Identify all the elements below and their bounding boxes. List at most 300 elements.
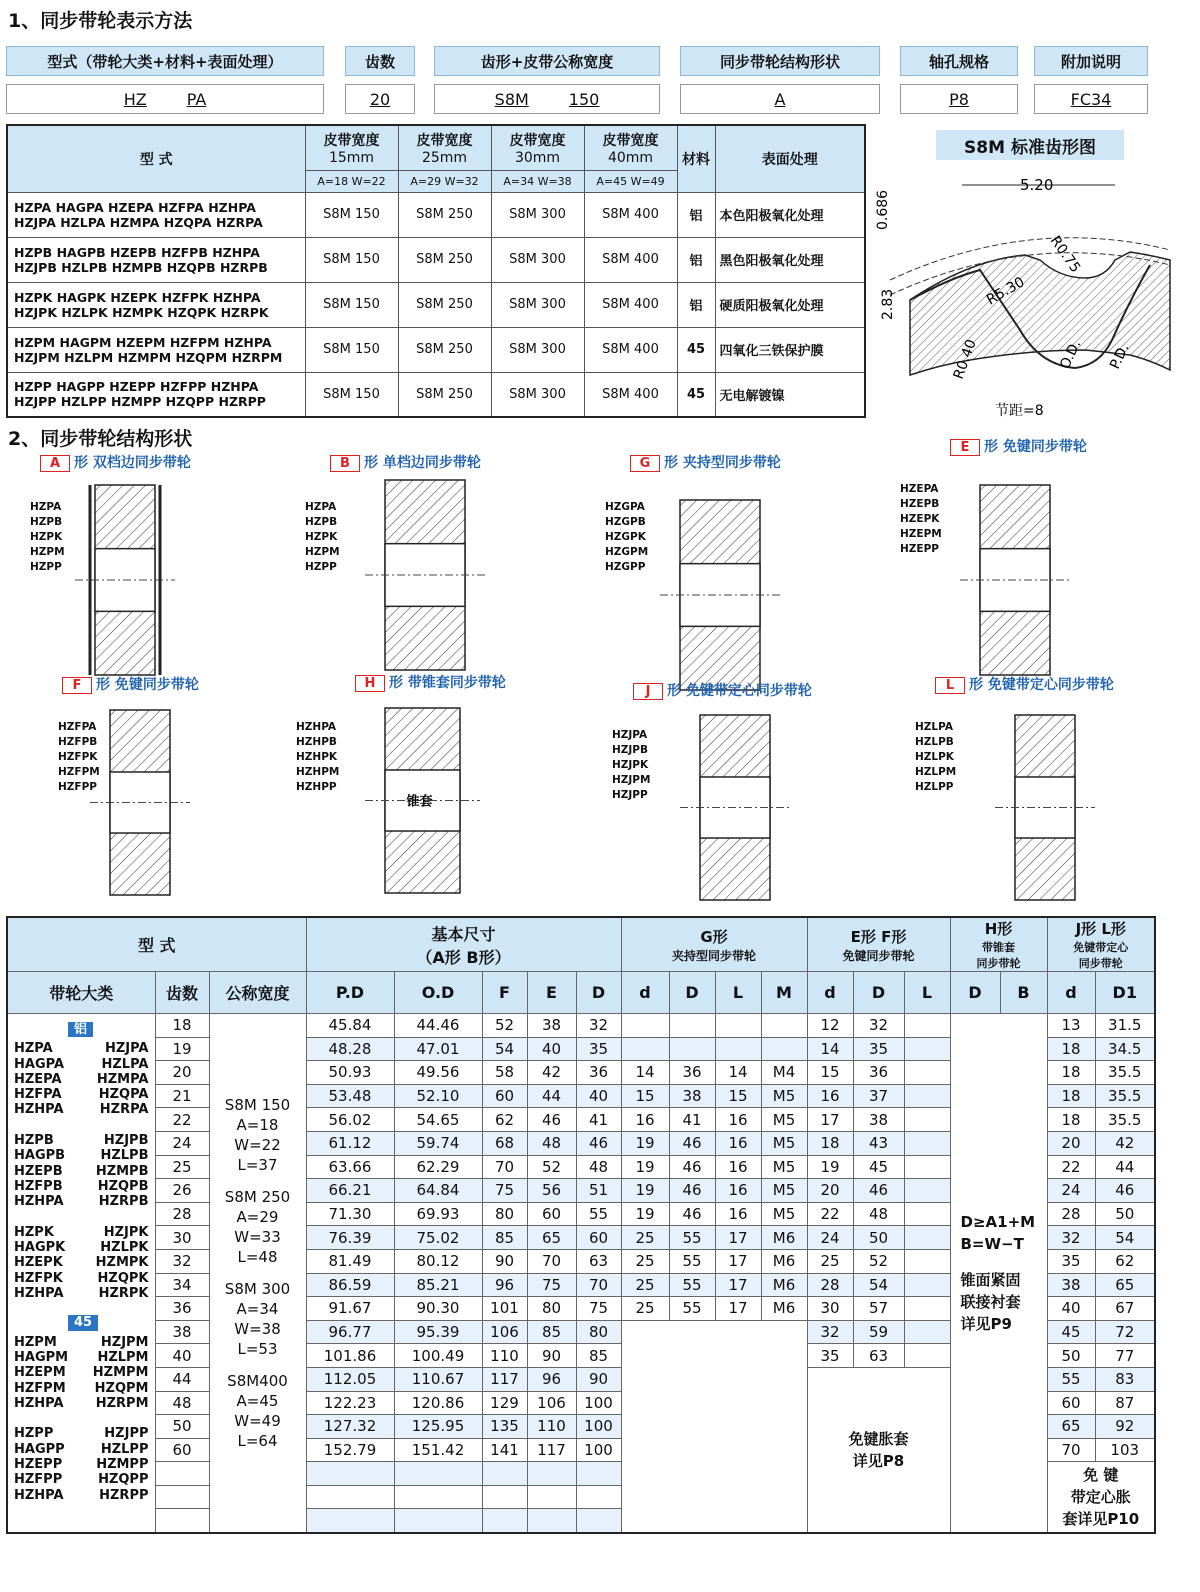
- basic-dim-cell: 117: [527, 1438, 576, 1462]
- g-dim-cell: 16: [715, 1155, 761, 1179]
- g-dim-cell: 55: [669, 1273, 715, 1297]
- basic-dim-cell: 152.79: [306, 1438, 394, 1462]
- width-code: S8M 300: [491, 192, 584, 237]
- jl-dim-cell: 45: [1047, 1320, 1095, 1344]
- model-code: HZEPM: [900, 528, 942, 540]
- width-text: L=53: [237, 1339, 278, 1358]
- jl-dim-cell: 50: [1047, 1344, 1095, 1368]
- width-text: [210, 1359, 306, 1371]
- col-header: 公称宽度: [209, 972, 306, 1014]
- ef-dim-cell: 25: [807, 1249, 853, 1273]
- class-code: HZFPM: [14, 1380, 66, 1396]
- ef-dim-cell: 35: [853, 1037, 904, 1061]
- model-code: HZJPB: [612, 744, 649, 756]
- class-code: HZRPM: [95, 1395, 149, 1411]
- g-dim-cell: 25: [621, 1297, 669, 1321]
- class-code: HZMPA: [96, 1071, 149, 1087]
- col-header: d: [1047, 972, 1095, 1014]
- width-text: A=29: [236, 1207, 279, 1226]
- basic-dim-cell: 62: [482, 1108, 527, 1132]
- g-dim-cell: M4: [761, 1061, 807, 1085]
- width-head-1: 皮带宽度 15mm: [305, 125, 398, 170]
- basic-dim-cell: 70: [482, 1155, 527, 1179]
- model-code: HZHPA: [296, 721, 337, 733]
- material-row: [7, 192, 865, 237]
- class-code: HAGPM: [14, 1349, 69, 1365]
- h-jl: J形 L形 免键带定心 同步带轮: [1047, 917, 1155, 972]
- basic-dim-cell: 46: [576, 1131, 621, 1155]
- class-code: HZPM: [14, 1334, 57, 1350]
- material: 45: [677, 372, 715, 417]
- ef-dim-cell: 19: [807, 1155, 853, 1179]
- model-code: HZLPB: [915, 736, 954, 748]
- dim-pitch: 节距=8: [995, 403, 1044, 419]
- g-dim-cell: 16: [621, 1108, 669, 1132]
- g-dim-cell: 16: [715, 1202, 761, 1226]
- width-code: S8M 300: [491, 327, 584, 372]
- basic-dim-cell: 52: [482, 1014, 527, 1038]
- ef-dim-cell: [904, 1084, 950, 1108]
- jl-dim-cell: 35.5: [1095, 1108, 1155, 1132]
- g-dim-cell: 36: [669, 1061, 715, 1085]
- dimension-table: [6, 916, 1156, 1534]
- model-code: HZFPA: [58, 721, 97, 733]
- model-code: HZPP: [305, 561, 337, 573]
- g-dim-cell: 19: [621, 1179, 669, 1203]
- col-header: d: [621, 972, 669, 1014]
- g-dim-cell: M5: [761, 1108, 807, 1132]
- width-code: S8M 250: [398, 282, 491, 327]
- class-code: HZHPA: [14, 1102, 64, 1118]
- dim-od: O.D.: [1057, 337, 1085, 372]
- basic-dim-cell: 51: [576, 1179, 621, 1203]
- width-code: S8M 400: [584, 192, 677, 237]
- basic-dim-cell: 44.46: [394, 1014, 482, 1038]
- basic-dim-cell: 35: [576, 1037, 621, 1061]
- g-dim-cell: M5: [761, 1202, 807, 1226]
- width-text: A=45: [236, 1391, 279, 1410]
- width-code: S8M 400: [584, 237, 677, 282]
- tooth-profile-diagram: [850, 160, 1180, 422]
- width-head-2: 皮带宽度 25mm: [398, 125, 491, 170]
- surface-treatment: 无电解镀镍: [715, 372, 865, 417]
- class-code: HZJPK: [103, 1224, 149, 1240]
- figure-tag: F: [62, 677, 92, 694]
- width-head-4: 皮带宽度 40mm: [584, 125, 677, 170]
- figure-caption: 形 夹持型同步带轮: [664, 455, 781, 471]
- model-code: HZFPM: [58, 766, 100, 778]
- basic-dim-cell: [482, 1462, 527, 1486]
- col-header: B: [1000, 972, 1047, 1014]
- class-code: HZQPK: [97, 1270, 149, 1286]
- basic-dim-cell: 63: [576, 1249, 621, 1273]
- class-code: HZQPP: [98, 1472, 149, 1488]
- class-code: HZEPP: [14, 1457, 63, 1473]
- width-text: W=49: [234, 1411, 281, 1430]
- jl-dim-cell: 55: [1047, 1367, 1095, 1391]
- figure-title-j: [633, 680, 812, 700]
- jl-dim-cell: 28: [1047, 1202, 1095, 1226]
- ef-dim-cell: 48: [853, 1202, 904, 1226]
- figure-models: [605, 500, 648, 575]
- ef-dim-cell: [904, 1273, 950, 1297]
- basic-dim-cell: 65: [527, 1226, 576, 1250]
- g-dim-cell: M5: [761, 1131, 807, 1155]
- ef-dim-cell: 12: [807, 1014, 853, 1038]
- teeth-cell: 34: [155, 1273, 209, 1297]
- basic-dim-cell: [394, 1485, 482, 1509]
- class-code: HZRPK: [98, 1286, 149, 1302]
- g-empty: [621, 1320, 807, 1532]
- col-header: P.D: [306, 972, 394, 1014]
- jl-dim-cell: 18: [1047, 1037, 1095, 1061]
- ef-dim-cell: 18: [807, 1131, 853, 1155]
- model-code: HZJPP: [612, 789, 648, 801]
- model-code: HZGPA: [605, 501, 645, 513]
- ef-dim-cell: 32: [807, 1320, 853, 1344]
- class-code: HZMPP: [96, 1457, 149, 1473]
- class-code: HZLPB: [100, 1148, 149, 1164]
- basic-dim-cell: 40: [576, 1084, 621, 1108]
- g-dim-cell: 19: [621, 1131, 669, 1155]
- basic-dim-cell: 90.30: [394, 1297, 482, 1321]
- ef-dim-cell: 37: [853, 1084, 904, 1108]
- h-basic: 基本尺寸 （A形 B形）: [306, 917, 621, 972]
- width-code: S8M 150: [305, 282, 398, 327]
- g-dim-cell: 15: [715, 1084, 761, 1108]
- notation-value-text: P8: [949, 89, 969, 109]
- model-list: HZPM HAGPM HZEPM HZFPM HZHPA HZJPM HZLPM HZMPM HZQPM HZRPM: [7, 327, 305, 372]
- basic-dim-cell: 80: [576, 1320, 621, 1344]
- basic-dim-cell: 47.01: [394, 1037, 482, 1061]
- model-code: HZFPK: [58, 751, 98, 763]
- model-list: HZPA HAGPA HZEPA HZFPA HZHPA HZJPA HZLPA HZMPA HZQPA HZRPA: [7, 192, 305, 237]
- basic-dim-cell: 49.56: [394, 1061, 482, 1085]
- col-header: D: [576, 972, 621, 1014]
- class-code: HZRPA: [99, 1102, 149, 1118]
- basic-dim-cell: 75: [576, 1297, 621, 1321]
- width-code: S8M 250: [398, 372, 491, 417]
- figure-title-h: [355, 672, 506, 692]
- model-code: HZLPP: [915, 781, 954, 793]
- basic-dim-cell: [306, 1485, 394, 1509]
- figure-models: [296, 720, 339, 795]
- teeth-cell: 32: [155, 1249, 209, 1273]
- g-dim-cell: 46: [669, 1179, 715, 1203]
- figure-drawing-b: [355, 470, 495, 680]
- teeth-cell: 20: [155, 1061, 209, 1085]
- class-code: HZQPA: [98, 1087, 149, 1103]
- basic-dim-cell: 90: [527, 1344, 576, 1368]
- ef-dim-cell: 45: [853, 1155, 904, 1179]
- teeth-cell: 22: [155, 1108, 209, 1132]
- ef-dim-cell: [904, 1037, 950, 1061]
- model-code: HZPA: [30, 501, 62, 513]
- class-code: HZFPK: [14, 1270, 63, 1286]
- ef-dim-cell: 36: [853, 1061, 904, 1085]
- material: 铝: [677, 237, 715, 282]
- basic-dim-cell: 127.32: [306, 1415, 394, 1439]
- class-code: HZLPP: [100, 1441, 149, 1457]
- class-code: HZLPM: [97, 1349, 149, 1365]
- basic-dim-cell: 106: [527, 1391, 576, 1415]
- figure-caption: 形 免键带定心同步带轮: [667, 683, 812, 699]
- col-header: L: [715, 972, 761, 1014]
- ef-dim-cell: 59: [853, 1320, 904, 1344]
- jl-dim-cell: 13: [1047, 1014, 1095, 1038]
- col-header: 齿数: [155, 972, 209, 1014]
- figure-title-g: [630, 452, 781, 472]
- width-text: W=22: [234, 1135, 281, 1154]
- model-code: HZHPB: [296, 736, 337, 748]
- ef-dim-cell: 15: [807, 1061, 853, 1085]
- width-code: S8M 400: [584, 372, 677, 417]
- basic-dim-cell: 85: [576, 1344, 621, 1368]
- model-list: HZPK HAGPK HZEPK HZFPK HZHPA HZJPK HZLPK HZMPK HZQPK HZRPK: [7, 282, 305, 327]
- ef-dim-cell: [904, 1249, 950, 1273]
- notation-label-3: 同步带轮结构形状: [680, 46, 880, 76]
- class-code: HZFPA: [14, 1087, 62, 1103]
- col-header: M: [761, 972, 807, 1014]
- basic-dim-cell: 71.30: [306, 1202, 394, 1226]
- notation-value-text: 20: [369, 89, 391, 109]
- basic-dim-cell: 110: [482, 1344, 527, 1368]
- g-dim-cell: 16: [715, 1108, 761, 1132]
- teeth-cell: 19: [155, 1037, 209, 1061]
- g-dim-cell: M5: [761, 1084, 807, 1108]
- basic-dim-cell: [482, 1485, 527, 1509]
- figure-tag: B: [330, 455, 360, 472]
- model-code: HZPP: [30, 561, 62, 573]
- basic-dim-cell: 91.67: [306, 1297, 394, 1321]
- width-text: S8M 150: [224, 1095, 291, 1114]
- figure-drawing-j: [670, 705, 800, 910]
- ef-dim-cell: [904, 1226, 950, 1250]
- col-header: E: [527, 972, 576, 1014]
- header-surface: 表面处理: [715, 125, 865, 192]
- ef-dim-cell: 46: [853, 1179, 904, 1203]
- ef-dim-cell: 20: [807, 1179, 853, 1203]
- basic-dim-cell: 135: [482, 1415, 527, 1439]
- ef-dim-cell: [904, 1202, 950, 1226]
- table-row: [7, 1014, 1155, 1038]
- figure-drawing-h: [355, 698, 490, 903]
- g-dim-cell: 14: [621, 1061, 669, 1085]
- figure-title-l: [935, 674, 1114, 694]
- ef-dim-cell: 28: [807, 1273, 853, 1297]
- jl-dim-cell: 24: [1047, 1179, 1095, 1203]
- ef-dim-cell: [904, 1061, 950, 1085]
- basic-dim-cell: 42: [527, 1061, 576, 1085]
- basic-dim-cell: 48: [527, 1131, 576, 1155]
- basic-dim-cell: 41: [576, 1108, 621, 1132]
- dim-520: 5.20: [1020, 176, 1054, 194]
- jl-dim-cell: 18: [1047, 1108, 1095, 1132]
- figure-title-b: [330, 452, 481, 472]
- teeth-cell: 21: [155, 1084, 209, 1108]
- teeth-cell: 48: [155, 1391, 209, 1415]
- nominal-width-column: [209, 1014, 306, 1533]
- basic-dim-cell: 101.86: [306, 1344, 394, 1368]
- teeth-cell: 38: [155, 1320, 209, 1344]
- col-header: L: [904, 972, 950, 1014]
- notation-label-1: 齿数: [345, 46, 415, 76]
- basic-dim-cell: 81.49: [306, 1249, 394, 1273]
- basic-dim-cell: [394, 1509, 482, 1533]
- notation-label-4: 轴孔规格: [900, 46, 1018, 76]
- model-list: HZPB HAGPB HZEPB HZFPB HZHPA HZJPB HZLPB HZMPB HZQPB HZRPB: [7, 237, 305, 282]
- tooth-profile-title: S8M 标准齿形图: [936, 130, 1124, 160]
- class-code: HZRPB: [98, 1194, 149, 1210]
- model-code: HZPK: [305, 531, 338, 543]
- material-row: [7, 237, 865, 282]
- basic-dim-cell: 62.29: [394, 1155, 482, 1179]
- width-code: S8M 150: [305, 327, 398, 372]
- basic-dim-cell: 59.74: [394, 1131, 482, 1155]
- g-dim-cell: 55: [669, 1226, 715, 1250]
- basic-dim-cell: 56.02: [306, 1108, 394, 1132]
- notation-value-text: FC34: [1070, 89, 1112, 109]
- class-code: HZHPA: [14, 1286, 64, 1302]
- dim-pd: P.D.: [1107, 341, 1133, 372]
- jl-dim-cell: 22: [1047, 1155, 1095, 1179]
- basic-dim-cell: 61.12: [306, 1131, 394, 1155]
- class-code: HZLPA: [101, 1056, 149, 1072]
- width-text: S8M 250: [224, 1187, 291, 1206]
- ef-dim-cell: 30: [807, 1297, 853, 1321]
- basic-dim-cell: 85: [527, 1320, 576, 1344]
- g-dim-cell: M5: [761, 1155, 807, 1179]
- section2-title: 2、同步带轮结构形状: [8, 428, 193, 450]
- basic-dim-cell: 76.39: [306, 1226, 394, 1250]
- class-code: HZJPA: [104, 1041, 149, 1057]
- figure-drawing-e: [950, 475, 1080, 685]
- teeth-cell: 18: [155, 1014, 209, 1038]
- notation-value-3: [680, 84, 880, 114]
- basic-dim-cell: 53.48: [306, 1084, 394, 1108]
- g-dim-cell: [715, 1014, 761, 1038]
- teeth-cell: 60: [155, 1438, 209, 1462]
- g-dim-cell: M6: [761, 1273, 807, 1297]
- teeth-cell: 40: [155, 1344, 209, 1368]
- class-code: HZQPM: [94, 1380, 149, 1396]
- g-dim-cell: M6: [761, 1226, 807, 1250]
- model-code: HZFPB: [58, 736, 98, 748]
- model-code: HZEPK: [900, 513, 940, 525]
- basic-dim-cell: 129: [482, 1391, 527, 1415]
- header-material: 材料: [677, 125, 715, 192]
- figure-caption: 形 免键同步带轮: [984, 439, 1087, 455]
- figure-models: [900, 482, 942, 557]
- g-dim-cell: [621, 1014, 669, 1038]
- g-dim-cell: 17: [715, 1273, 761, 1297]
- basic-dim-cell: 46: [527, 1108, 576, 1132]
- teeth-cell: 28: [155, 1202, 209, 1226]
- g-dim-cell: 25: [621, 1226, 669, 1250]
- figure-tag: J: [633, 683, 663, 700]
- class-code: HZEPK: [14, 1255, 63, 1271]
- figure-drawing-f: [80, 700, 200, 905]
- notation-value-2: [434, 84, 660, 114]
- basic-dim-cell: 96: [527, 1367, 576, 1391]
- class-code: HZFPB: [14, 1178, 63, 1194]
- model-code: HZHPM: [296, 766, 340, 778]
- col-header: D: [853, 972, 904, 1014]
- width-text: S8M400: [227, 1371, 288, 1390]
- basic-dim-cell: [306, 1462, 394, 1486]
- dim-r530: R5.30: [984, 274, 1028, 309]
- basic-dim-cell: 66.21: [306, 1179, 394, 1203]
- basic-dim-cell: 106: [482, 1320, 527, 1344]
- surface-treatment: 本色阳极氧化处理: [715, 192, 865, 237]
- figure-caption: 形 免键同步带轮: [96, 677, 199, 693]
- model-code: HZJPM: [612, 774, 651, 786]
- basic-dim-cell: 112.05: [306, 1367, 394, 1391]
- basic-dim-cell: 52.10: [394, 1084, 482, 1108]
- ef-dim-cell: 32: [853, 1014, 904, 1038]
- ef-dim-cell: 17: [807, 1108, 853, 1132]
- ef-dim-cell: 14: [807, 1037, 853, 1061]
- basic-dim-cell: 50.93: [306, 1061, 394, 1085]
- class-code: HZJPB: [103, 1133, 149, 1149]
- model-code: HZGPM: [605, 546, 649, 558]
- basic-dim-cell: 68: [482, 1131, 527, 1155]
- jl-dim-cell: 18: [1047, 1084, 1095, 1108]
- h-h: H形 带锥套 同步带轮: [950, 917, 1047, 972]
- figure-caption: 形 双档边同步带轮: [74, 455, 191, 471]
- ef-dim-cell: [904, 1297, 950, 1321]
- basic-dim-cell: 122.23: [306, 1391, 394, 1415]
- width-sub-4: A=45 W=49: [584, 170, 677, 192]
- jl-dim-cell: 72: [1095, 1320, 1155, 1344]
- notation-value-text: S8M: [494, 89, 529, 109]
- figure-drawing-l: [985, 705, 1105, 910]
- jl-dim-cell: 18: [1047, 1061, 1095, 1085]
- g-dim-cell: 17: [715, 1226, 761, 1250]
- g-dim-cell: [761, 1014, 807, 1038]
- model-code: HZLPM: [915, 766, 957, 778]
- g-dim-cell: 17: [715, 1249, 761, 1273]
- surface-treatment: 黑色阳极氧化处理: [715, 237, 865, 282]
- g-dim-cell: 25: [621, 1249, 669, 1273]
- basic-dim-cell: [576, 1462, 621, 1486]
- g-dim-cell: 19: [621, 1202, 669, 1226]
- material-row: [7, 282, 865, 327]
- basic-dim-cell: 55: [576, 1202, 621, 1226]
- teeth-cell: 36: [155, 1297, 209, 1321]
- model-code: HZPB: [305, 516, 338, 528]
- notation-label-0: 型式（带轮大类+材料+表面处理）: [6, 46, 324, 76]
- col-header: D1: [1095, 972, 1155, 1014]
- basic-dim-cell: 85.21: [394, 1273, 482, 1297]
- basic-dim-cell: [527, 1485, 576, 1509]
- basic-dim-cell: [482, 1509, 527, 1533]
- width-code: S8M 150: [305, 192, 398, 237]
- figure-tag: H: [355, 675, 385, 692]
- figure-tag: L: [935, 677, 965, 694]
- ef-dim-cell: 38: [853, 1108, 904, 1132]
- class-code: HZPB: [14, 1133, 54, 1149]
- basic-dim-cell: 48.28: [306, 1037, 394, 1061]
- teeth-cell: 25: [155, 1155, 209, 1179]
- jl-dim-cell: 70: [1047, 1438, 1095, 1462]
- ef-dim-cell: 63: [853, 1344, 904, 1368]
- figure-models: [612, 728, 650, 803]
- ef-dim-cell: 22: [807, 1202, 853, 1226]
- basic-dim-cell: [394, 1462, 482, 1486]
- model-code: HZEPB: [900, 498, 940, 510]
- basic-dim-cell: 110.67: [394, 1367, 482, 1391]
